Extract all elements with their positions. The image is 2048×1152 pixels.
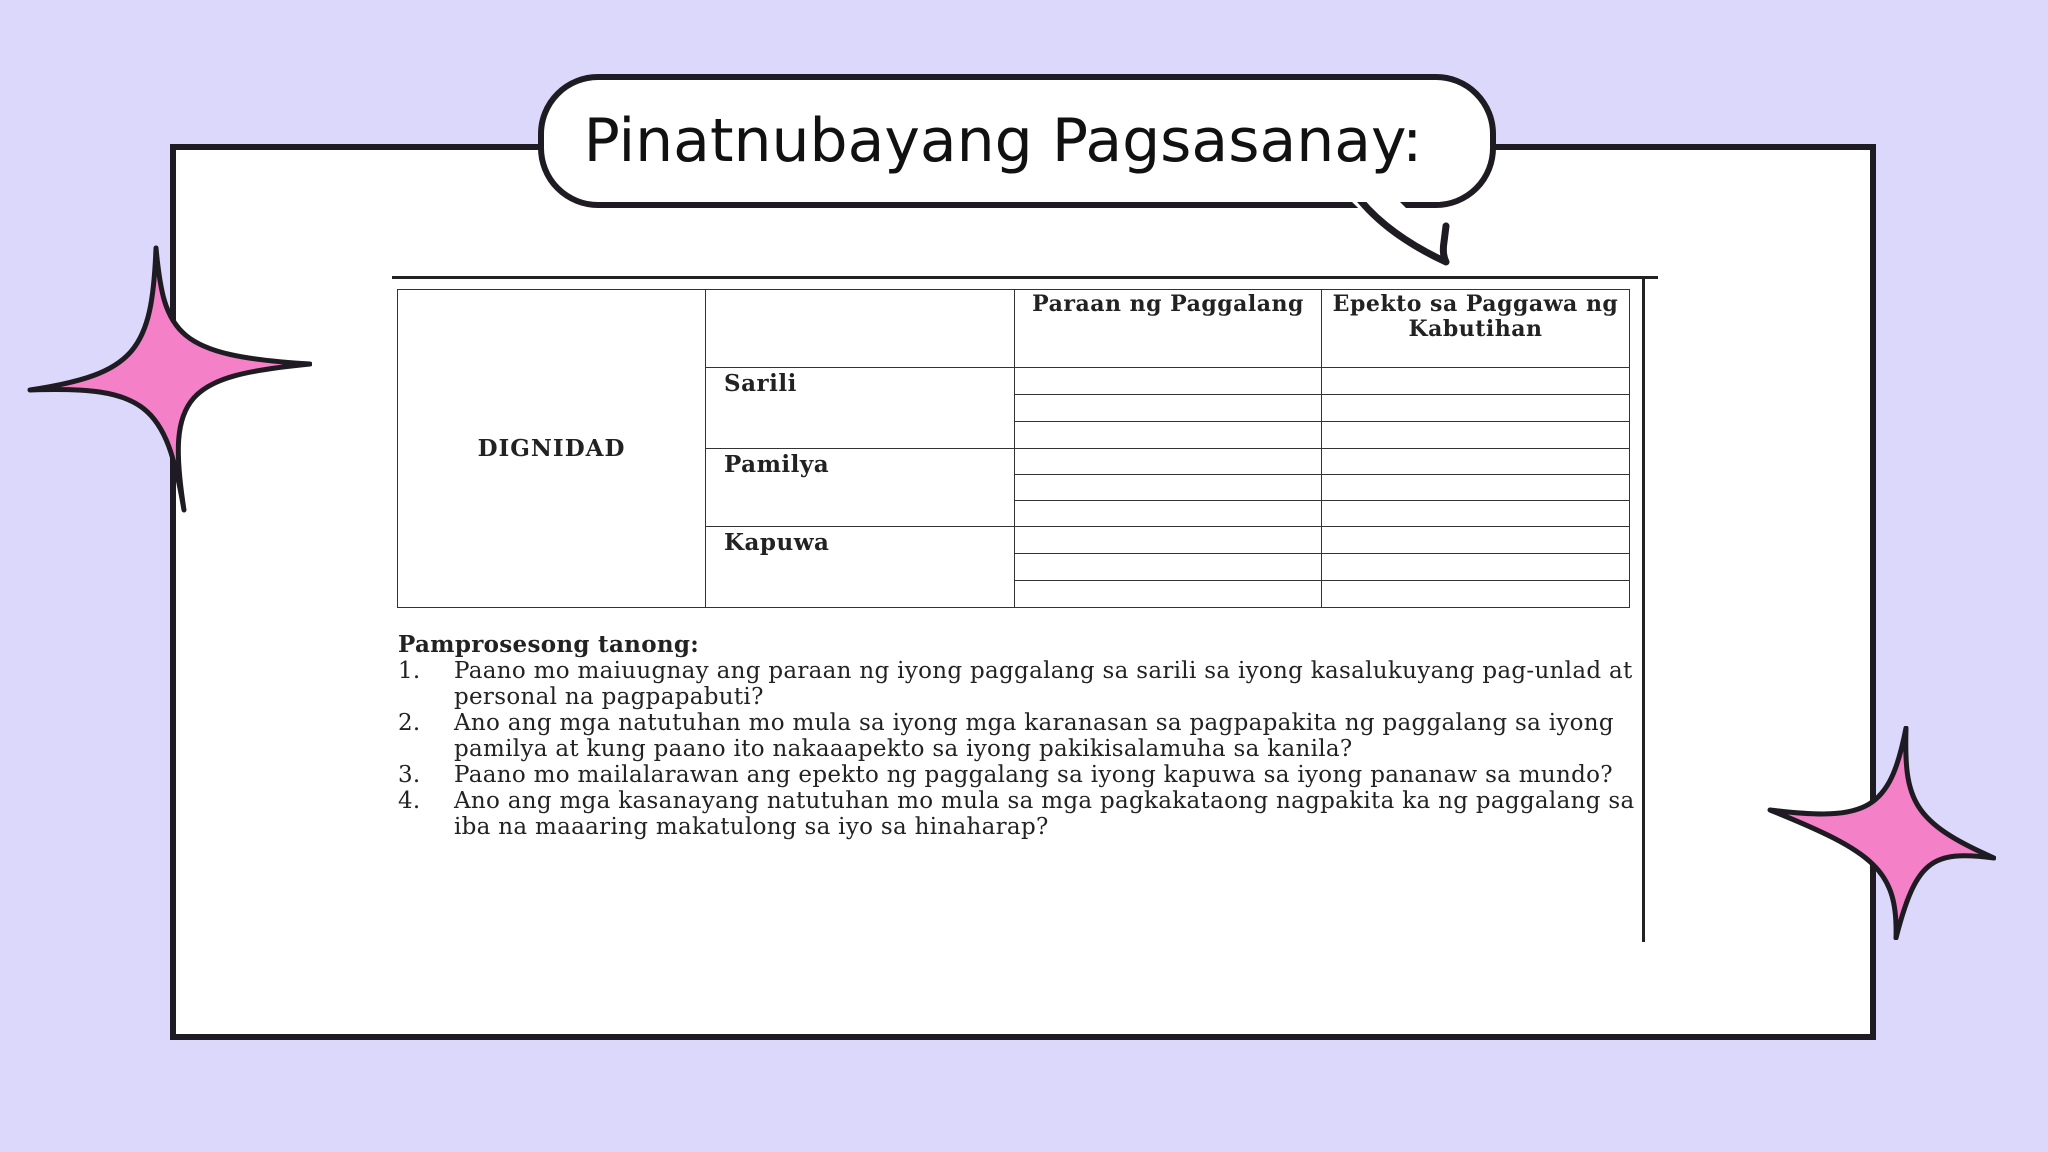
question-number: 4. — [398, 788, 421, 814]
answer-cell[interactable] — [1322, 554, 1630, 581]
question-number: 3. — [398, 762, 421, 788]
answer-cell[interactable] — [1015, 368, 1322, 395]
document-top-rule — [392, 276, 1658, 279]
questions-heading: Pamprosesong tanong: — [398, 631, 700, 658]
answer-cell[interactable] — [1322, 395, 1630, 422]
answer-cell[interactable] — [1322, 527, 1630, 554]
category-sarili: Sarili — [706, 368, 1015, 449]
answer-cell[interactable] — [1015, 475, 1322, 501]
row-label-dignidad: DIGNIDAD — [398, 290, 706, 608]
question-item — [398, 762, 1638, 788]
header-empty — [706, 290, 1015, 368]
header-epekto: Epekto sa Paggawa ng Kabutihan — [1322, 290, 1630, 368]
slide-title: Pinatnubayang Pagsasanay: — [583, 106, 1423, 176]
question-number: 1. — [398, 658, 421, 684]
category-pamilya: Pamilya — [706, 449, 1015, 527]
question-text: Paano mo mailalarawan ang epekto ng paggalang sa iyong kapuwa sa iyong pananaw sa mundo? — [454, 762, 1613, 788]
answer-cell[interactable] — [1322, 501, 1630, 527]
header-paraan: Paraan ng Paggalang — [1015, 290, 1322, 368]
answer-cell[interactable] — [1015, 501, 1322, 527]
answer-cell[interactable] — [1015, 527, 1322, 554]
document-right-rule — [1642, 276, 1645, 942]
answer-cell[interactable] — [1015, 422, 1322, 449]
category-kapuwa: Kapuwa — [706, 527, 1015, 608]
question-text: Ano ang mga kasanayang natutuhan mo mula sa mga pagkakataong nagpakita ka ng paggalang sa iba na maaaring makatulong sa iyo sa hinaharap? — [454, 788, 1635, 840]
answer-cell[interactable] — [1015, 554, 1322, 581]
question-item — [398, 658, 1638, 710]
question-item — [398, 788, 1638, 840]
answer-cell[interactable] — [1015, 581, 1322, 608]
answer-cell[interactable] — [1322, 422, 1630, 449]
question-text: Ano ang mga natutuhan mo mula sa iyong mga karanasan sa pagpapakita ng paggalang sa iyong pamilya at kung paano ito nakaaapekto sa iyong pakikisalamuha sa kanila? — [454, 710, 1614, 762]
answer-cell[interactable] — [1322, 475, 1630, 501]
answer-cell[interactable] — [1322, 368, 1630, 395]
answer-cell[interactable] — [1322, 581, 1630, 608]
answer-cell[interactable] — [1015, 395, 1322, 422]
question-text: Paano mo maiuugnay ang paraan ng iyong paggalang sa sarili sa iyong kasalukuyang pag-unlad at personal na pagpapabuti? — [454, 658, 1633, 710]
answer-cell[interactable] — [1015, 449, 1322, 475]
question-item — [398, 710, 1638, 762]
sparkle-star-icon — [26, 244, 312, 514]
dignidad-table — [397, 289, 1630, 608]
processing-questions — [398, 632, 1638, 840]
sparkle-star-icon — [1766, 726, 1996, 940]
question-number: 2. — [398, 710, 421, 736]
answer-cell[interactable] — [1322, 449, 1630, 475]
